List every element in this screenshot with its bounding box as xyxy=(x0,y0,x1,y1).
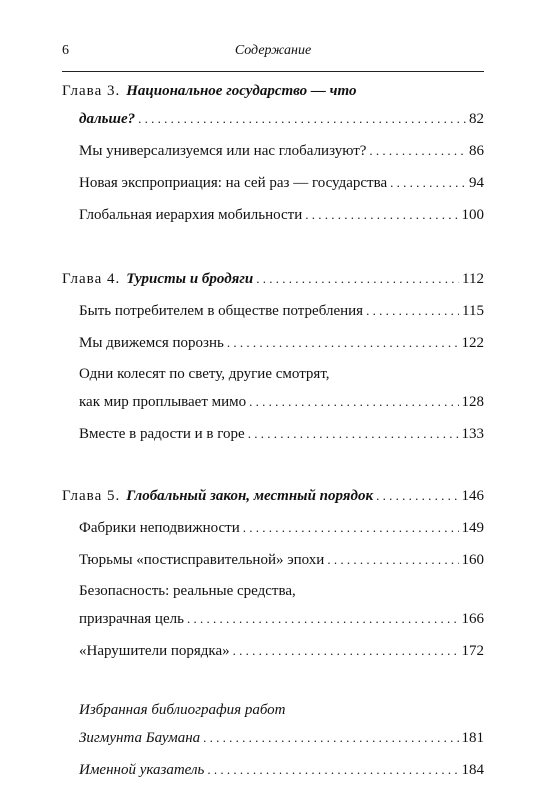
section-entry xyxy=(62,169,484,196)
page-ref: 146 xyxy=(461,488,484,504)
section-title: Фабрики неподвижности xyxy=(79,520,240,536)
page-ref: 172 xyxy=(461,643,484,659)
page-ref: 160 xyxy=(461,552,484,568)
chapter-title: Туристы и бродяги xyxy=(126,271,254,287)
section-title: Глобальная иерархия мобильности xyxy=(79,207,303,223)
page-ref: 128 xyxy=(461,394,484,410)
bibliography-entry-continued xyxy=(62,724,484,751)
dot-leader xyxy=(187,605,459,632)
section-entry xyxy=(62,546,484,573)
section-title: Быть потребителем в обществе потребления xyxy=(79,303,364,319)
chapter-title: Глобальный закон, местный порядок xyxy=(126,488,374,504)
dot-leader xyxy=(369,137,466,164)
page-ref: 181 xyxy=(461,730,484,746)
page-ref: 133 xyxy=(461,426,484,442)
section-entry xyxy=(62,297,484,324)
dot-leader xyxy=(390,169,466,196)
section-entry-continued xyxy=(62,388,484,415)
page-ref: 82 xyxy=(469,111,484,127)
chapter-label: Глава 4. xyxy=(62,271,121,287)
page-ref: 86 xyxy=(469,143,484,159)
header-rule xyxy=(62,71,484,72)
dot-leader xyxy=(207,756,458,783)
section-title: Одни колесят по свету, другие смотрят, xyxy=(79,366,330,382)
section-entry xyxy=(62,201,484,228)
section-entry xyxy=(62,361,484,388)
page-ref: 112 xyxy=(462,271,484,287)
dot-leader xyxy=(327,546,458,573)
section-title: Мы движемся порознь xyxy=(79,335,224,351)
dot-leader xyxy=(138,105,466,132)
dot-leader xyxy=(366,297,459,324)
section-entry xyxy=(62,420,484,447)
chapter-entry xyxy=(62,78,484,105)
chapter-entry xyxy=(62,482,484,509)
section-entry xyxy=(62,137,484,164)
index-entry xyxy=(62,756,484,783)
section-entry xyxy=(62,637,484,664)
section-title: Новая экспроприация: на сей раз — государства xyxy=(79,175,388,191)
bibliography-entry xyxy=(62,697,484,724)
dot-leader xyxy=(203,724,458,751)
running-title: Содержание xyxy=(234,43,312,58)
page-header xyxy=(62,43,484,65)
dot-leader xyxy=(376,482,458,509)
section-title: Вместе в радости и в горе xyxy=(79,426,245,442)
dot-leader xyxy=(249,388,458,415)
chapter-label: Глава 3. xyxy=(62,83,121,99)
section-entry xyxy=(62,514,484,541)
page-ref: 166 xyxy=(461,611,484,627)
dot-leader xyxy=(256,265,459,292)
bibliography-title: Избранная библиография работ xyxy=(79,702,286,718)
section-entry xyxy=(62,329,484,356)
section-title-continued: как мир проплывает мимо xyxy=(79,394,247,410)
page-ref: 149 xyxy=(461,520,484,536)
chapter-entry-continued xyxy=(62,105,484,132)
table-of-contents xyxy=(62,78,484,783)
index-title: Именной указатель xyxy=(79,762,205,778)
chapter-entry xyxy=(62,265,484,292)
dot-leader xyxy=(227,329,459,356)
dot-leader xyxy=(233,637,459,664)
dot-leader xyxy=(248,420,459,447)
dot-leader xyxy=(305,201,458,228)
page-ref: 115 xyxy=(462,303,484,319)
dot-leader xyxy=(243,514,459,541)
bibliography-title-continued: Зигмунта Баумана xyxy=(79,730,201,746)
page-ref: 100 xyxy=(461,207,484,223)
section-entry xyxy=(62,578,484,605)
page-ref: 94 xyxy=(469,175,484,191)
page-number: 6 xyxy=(62,43,69,58)
section-title: Тюрьмы «постисправительной» эпохи xyxy=(79,552,325,568)
section-title: Безопасность: реальные средства, xyxy=(79,583,296,599)
page-ref: 122 xyxy=(461,335,484,351)
section-title-continued: призрачная цель xyxy=(79,611,184,627)
section-title: Мы универсализуемся или нас глобализуют? xyxy=(79,143,367,159)
page-ref: 184 xyxy=(461,762,484,778)
chapter-title-continued: дальше? xyxy=(79,111,136,127)
section-title: «Нарушители порядка» xyxy=(79,643,230,659)
chapter-title: Национальное государство — что xyxy=(126,83,357,99)
section-entry-continued xyxy=(62,605,484,632)
chapter-label: Глава 5. xyxy=(62,488,121,504)
